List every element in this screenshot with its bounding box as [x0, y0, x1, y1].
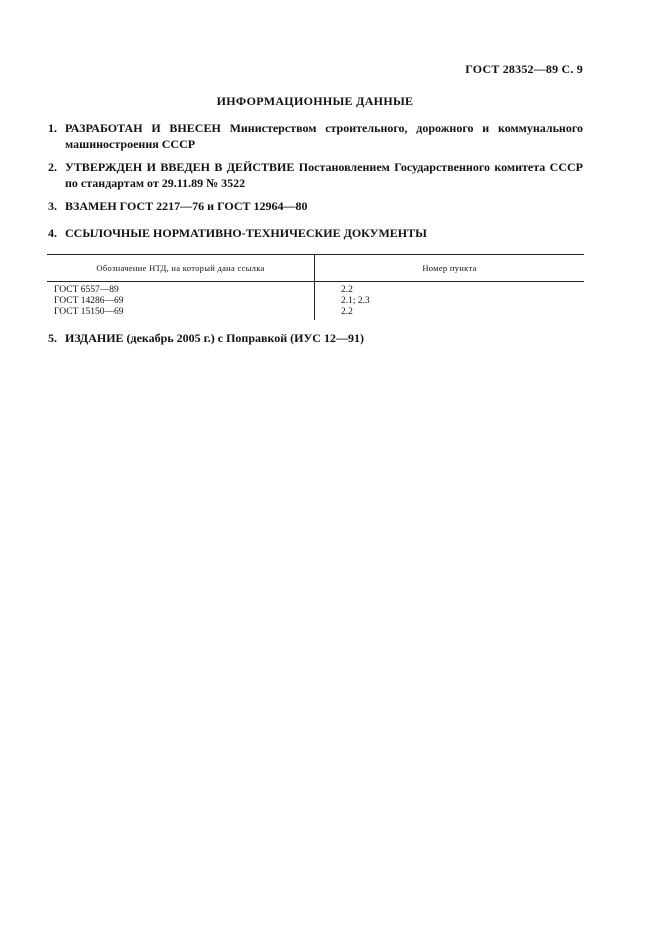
item-body	[65, 199, 583, 215]
section-title: ИНФОРМАЦИОННЫЕ ДАННЫЕ	[216, 94, 414, 108]
info-item-2	[48, 160, 583, 191]
item-number: 1.	[48, 121, 57, 135]
clause-number-cell: 2.2	[341, 285, 353, 295]
table-row	[47, 307, 584, 320]
designation-cell: ГОСТ 14286—69	[47, 296, 315, 307]
item-number: 4.	[48, 226, 57, 240]
item-body	[65, 160, 583, 191]
info-item-1	[48, 121, 583, 152]
column-header-clause-number: Номер пункта	[315, 255, 585, 282]
item-lead: ВЗАМЕН ГОСТ 2217—76 и ГОСТ 12964—80	[65, 199, 308, 213]
info-item-3	[48, 199, 583, 215]
designation-cell: ГОСТ 6557—89	[47, 282, 315, 297]
clause-number-cell: 2.1; 2.3	[341, 296, 370, 306]
column-header-designation: Обозначение НТД, на который дана ссылка	[47, 255, 315, 282]
item-text: Министерством строительного, дорожного и коммунального машиностроения СССР	[65, 121, 583, 151]
table-row	[47, 296, 584, 307]
item-body	[65, 121, 583, 152]
table-row	[47, 282, 584, 297]
clause-number-cell: 2.2	[341, 307, 353, 317]
table-header-row	[47, 255, 584, 282]
item-text: Постановлением Государственного комитета СССР по стандартам от 29.11.89 № 3522	[65, 160, 583, 190]
item-body	[65, 331, 583, 347]
item-lead: ИЗДАНИЕ (декабрь 2005 г.) с Поправкой (ИУС 12—91)	[65, 331, 364, 345]
reference-documents-table	[47, 254, 584, 320]
page-running-title: ГОСТ 28352—89 С. 9	[465, 62, 583, 76]
item-number: 3.	[48, 199, 57, 213]
item-body	[65, 226, 583, 242]
item-number: 2.	[48, 160, 57, 174]
item-lead: РАЗРАБОТАН И ВНЕСЕН	[65, 121, 221, 135]
designation-cell: ГОСТ 15150—69	[47, 307, 315, 320]
item-lead: ССЫЛОЧНЫЕ НОРМАТИВНО-ТЕХНИЧЕСКИЕ ДОКУМЕНТЫ	[65, 226, 427, 240]
item-number: 5.	[48, 331, 57, 345]
info-item-4	[48, 226, 583, 242]
info-item-5	[48, 331, 583, 347]
item-lead: УТВЕРЖДЕН И ВВЕДЕН В ДЕЙСТВИЕ	[65, 160, 295, 174]
